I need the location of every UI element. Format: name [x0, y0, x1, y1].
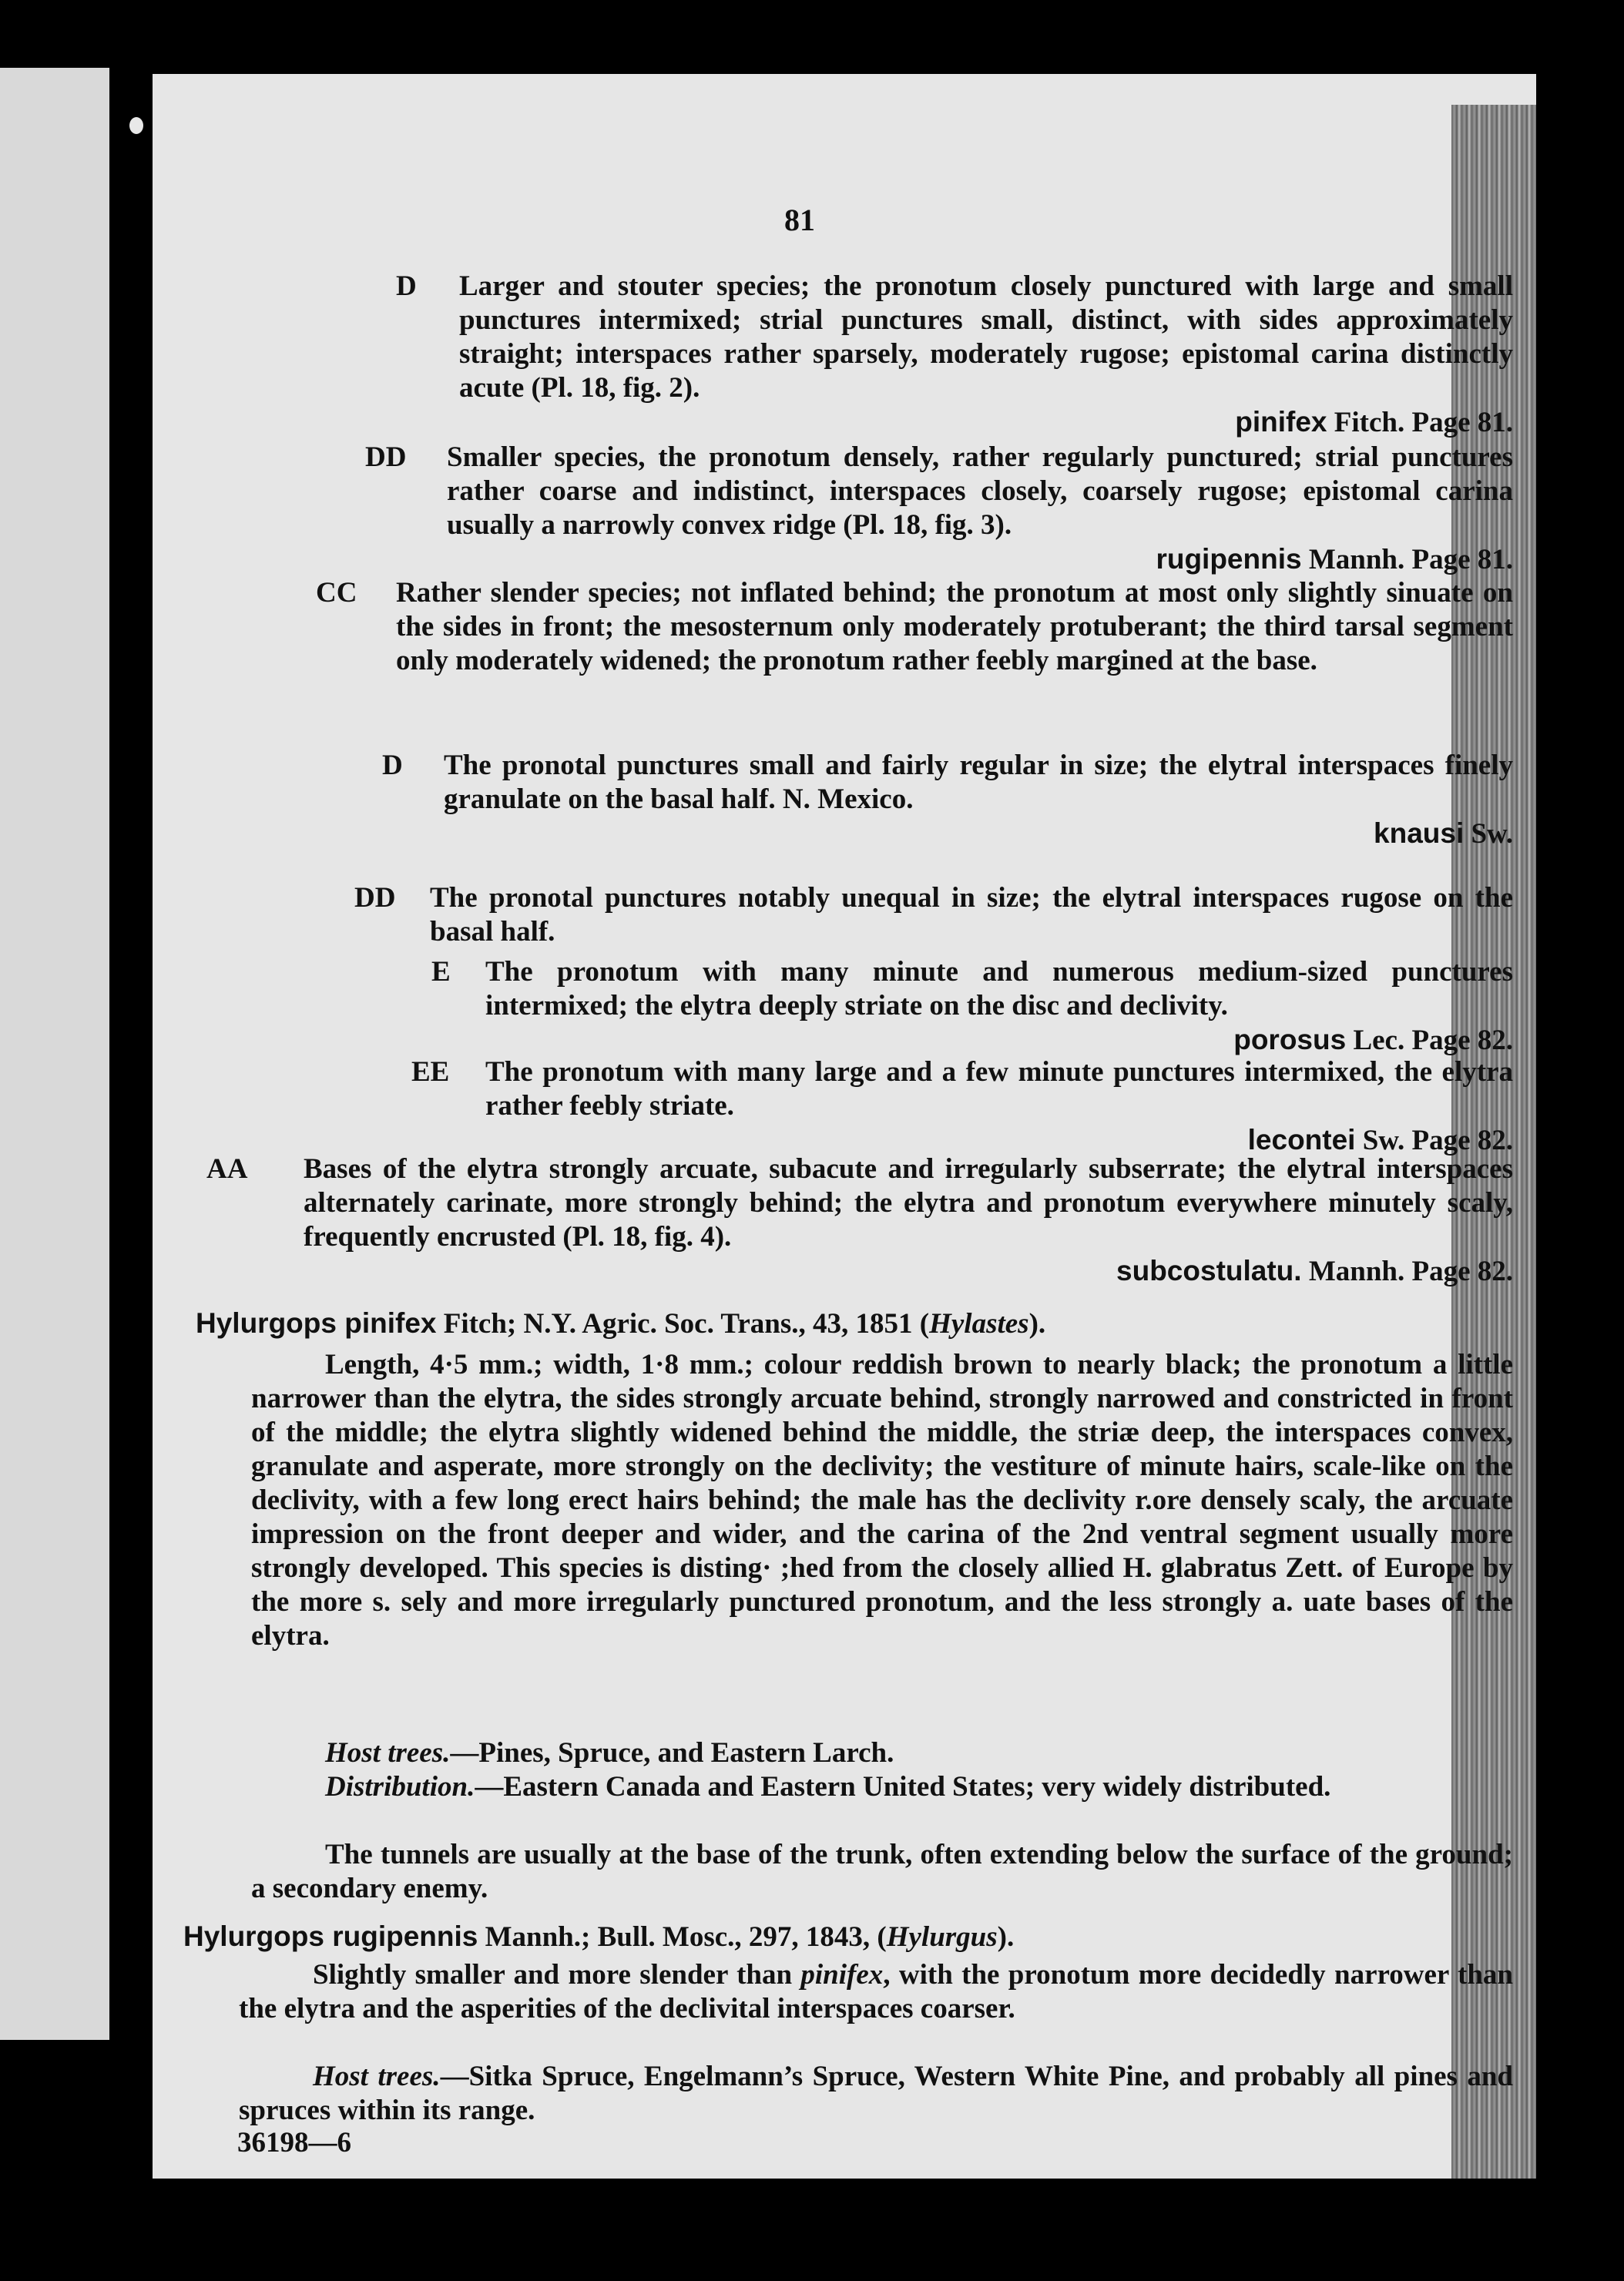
- host-trees: [251, 1736, 1513, 1770]
- desc-species-ref: pinifex: [800, 1959, 884, 1991]
- key-entry: [447, 441, 1513, 577]
- species-citation: Mannh.; Bull. Mosc., 297, 1843, (: [478, 1921, 887, 1953]
- key-entry: [304, 1152, 1513, 1289]
- key-entry: [459, 270, 1513, 440]
- key-entry: [430, 881, 1513, 949]
- species-name: pinifex: [1235, 406, 1327, 438]
- distribution: [251, 1770, 1513, 1804]
- species-name: rugipennis: [1156, 543, 1302, 575]
- key-page-ref: Lec. Page 82.: [1346, 1025, 1513, 1056]
- distribution-label: Distribution.: [325, 1771, 475, 1803]
- species-name: subcostulatu.: [1116, 1255, 1302, 1286]
- key-text: Smaller species, the pronotum densely, rather regularly punctured; strial punctures rather coarse and indistinct, interspaces closely, coarsely rugose; epistomal carina usually a narrowly convex ridge (Pl. 18, fig. 3).: [447, 441, 1513, 541]
- host-trees-label: Host trees.: [325, 1737, 451, 1769]
- host-trees-label: Host trees.: [313, 2061, 441, 2092]
- printer-signature: 36198—6: [237, 2127, 351, 2159]
- key-entry: [444, 749, 1513, 851]
- species-description: Length, 4·5 mm.; width, 1·8 mm.; colour reddish brown to nearly black; the pronotum a little narrower than the elytra, the sides strongly arcuate behind, strongly narrowed and constricted in front of the middle; the elytra slightly widened behind the middle, the striæ deep, the interspaces convex, granulate and asperate, more strongly on the declivity; the vestiture of minute hairs, scale-like on the declivity, with a few long erect hairs behind; the male has the declivity r.ore densely scaly, the arcuate impression on the front deeper and wider, and the carina of the 2nd ventral segment usually more strongly developed. This species is disting· ;hed from the closely allied H. glabratus Zett. of Europe by the more s. sely and more irregularly punctured pronotum, and the less strongly a. uate bases of the elytra.: [251, 1349, 1513, 1652]
- key-label: CC: [316, 577, 357, 609]
- tunnels-note: The tunnels are usually at the base of the trunk, often extending below the surface of the ground; a secondary enemy.: [251, 1839, 1513, 1904]
- desc-part-b: , with the pronotum more decidedly narrower than the elytra and the asperities of the declivital interspaces coarser.: [239, 1959, 1513, 2024]
- key-text: The pronotum with many large and a few minute punctures intermixed, the elytra rather feebly striate.: [485, 1056, 1513, 1122]
- key-ref: [447, 542, 1513, 577]
- key-ref: [304, 1254, 1513, 1289]
- book-page: [153, 74, 1536, 2179]
- key-page-ref: Fitch. Page 81.: [1327, 407, 1513, 438]
- species-heading-pinifex: [196, 1307, 1513, 1341]
- page-content: [153, 74, 1524, 2179]
- key-page-ref: Sw. Page 82.: [1355, 1125, 1513, 1156]
- key-label: AA: [206, 1153, 248, 1185]
- key-ref: [485, 1023, 1513, 1058]
- key-ref: [444, 817, 1513, 851]
- species-synonym-genus: Hylastes: [929, 1308, 1029, 1340]
- species-heading-name: Hylurgops pinifex: [196, 1307, 437, 1339]
- key-page-ref: Mannh. Page 82.: [1301, 1256, 1513, 1287]
- key-text: Larger and stouter species; the pronotum closely punctured with large and small punctures intermixed; strial punctures small, distinct, with sides approximately straight; interspaces rather sparsely, moderately rugose; epistomal carina distinctly acute (Pl. 18, fig. 2).: [459, 270, 1513, 404]
- key-text: The pronotal punctures notably unequal in size; the elytral interspaces rugose on the basal half.: [430, 882, 1513, 948]
- host-trees: [239, 2060, 1513, 2128]
- key-text: Rather slender species; not inflated behind; the pronotum at most only slightly sinuate on the sides in front; the mesosternum only moderately protuberant; the third tarsal segment only moderately widened; the pronotum rather feebly margined at the base.: [396, 577, 1513, 676]
- species-heading-name: Hylurgops rugipennis: [183, 1920, 478, 1952]
- species-heading-rugipennis: [183, 1920, 1513, 1954]
- key-label: DD: [365, 441, 407, 473]
- desc-part-a: Slightly smaller and more slender than: [313, 1959, 801, 1991]
- page-number: 81: [784, 203, 815, 237]
- host-trees-text: —Sitka Spruce, Engelmann’s Spruce, Western White Pine, and probably all pines and spruces within its range.: [239, 2061, 1513, 2126]
- key-label: DD: [354, 882, 396, 914]
- key-text: The pronotal punctures small and fairly regular in size; the elytral interspaces finely granulate on the basal half. N. Mexico.: [444, 750, 1513, 815]
- key-label: E: [431, 956, 451, 988]
- species-citation-close: ).: [1028, 1308, 1046, 1340]
- key-text: The pronotum with many minute and numerous medium-sized punctures intermixed; the elytra deeply striate on the disc and declivity.: [485, 956, 1513, 1021]
- species-citation: Fitch; N.Y. Agric. Soc. Trans., 43, 1851 (: [436, 1308, 930, 1340]
- scan-mark: [129, 117, 143, 134]
- key-label: D: [396, 270, 417, 302]
- key-label: D: [382, 750, 403, 781]
- species-synonym-genus: Hylurgus: [886, 1921, 998, 1953]
- key-label: EE: [411, 1056, 450, 1088]
- species-description: [239, 1958, 1513, 2026]
- key-entry: [485, 955, 1513, 1058]
- species-citation-close: ).: [997, 1921, 1015, 1953]
- species-name: lecontei: [1247, 1124, 1356, 1156]
- species-name: porosus: [1233, 1024, 1347, 1055]
- host-trees-text: —Pines, Spruce, and Eastern Larch.: [450, 1737, 894, 1769]
- species-name: knausi: [1374, 817, 1465, 849]
- key-text: Bases of the elytra strongly arcuate, subacute and irregularly subserrate; the elytral interspaces alternately carinate, more strongly behind; the elytra and pronotum everywhere minutely scaly, frequently encrusted (Pl. 18, fig. 4).: [304, 1153, 1513, 1253]
- key-page-ref: Mannh. Page 81.: [1301, 544, 1513, 575]
- key-entry: [485, 1055, 1513, 1158]
- key-ref: [459, 405, 1513, 440]
- key-page-ref: Sw.: [1464, 818, 1513, 850]
- distribution-text: —Eastern Canada and Eastern United States; very widely distributed.: [475, 1771, 1331, 1803]
- facing-page-edge: [0, 68, 109, 2040]
- key-entry: [396, 576, 1513, 678]
